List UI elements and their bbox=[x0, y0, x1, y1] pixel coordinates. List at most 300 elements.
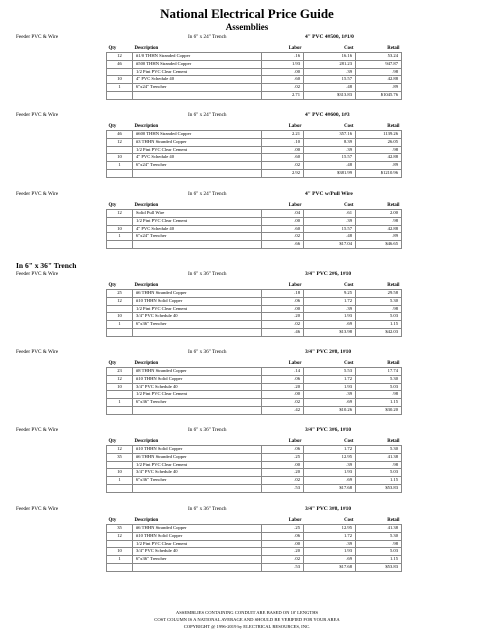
cell-labor: .60 bbox=[262, 76, 304, 84]
cell-description: 3/4" PVC Schedule 40 bbox=[133, 313, 262, 321]
cell-cost: .48 bbox=[304, 162, 356, 170]
col-qty: Qty bbox=[108, 282, 117, 288]
cell-cost: .61 bbox=[304, 210, 356, 218]
cell-description: #600 THHN Stranded Copper bbox=[133, 131, 262, 139]
trench-size: In 6" x 36" Trench bbox=[188, 349, 227, 355]
col-retail: Retail bbox=[387, 123, 400, 129]
cell-labor: .16 bbox=[262, 53, 304, 61]
cell-qty: 1 bbox=[107, 233, 133, 241]
col-cost: Cost bbox=[344, 517, 354, 523]
col-labor: Labor bbox=[288, 517, 302, 523]
cell-qty: 10 bbox=[107, 225, 133, 233]
total-cell-retail: $30.20 bbox=[356, 406, 402, 414]
cell-description: #1/0 THHN Stranded Copper bbox=[133, 53, 262, 61]
table-total-row bbox=[107, 406, 402, 414]
cell-cost: 5.53 bbox=[304, 368, 356, 376]
cell-description: Solid Pull Wire bbox=[133, 210, 262, 218]
assembly-header bbox=[16, 190, 478, 199]
total-cell-retail: $46.65 bbox=[356, 241, 402, 249]
assembly-header bbox=[16, 348, 478, 357]
cell-cost: 1.93 bbox=[304, 313, 356, 321]
cell-description: 3/4" PVC Schedule 40 bbox=[133, 469, 262, 477]
cell-labor: .00 bbox=[262, 461, 304, 469]
table-header-row bbox=[107, 437, 402, 446]
cell-qty bbox=[107, 68, 133, 76]
table-row bbox=[107, 53, 402, 61]
cell-description: 6"x24" Trencher bbox=[133, 84, 262, 92]
cell-cost: .69 bbox=[304, 321, 356, 329]
cell-cost: 8.39 bbox=[304, 138, 356, 146]
col-qty: Qty bbox=[108, 360, 117, 366]
assembly-block bbox=[16, 270, 478, 334]
cell-qty: 12 bbox=[107, 297, 133, 305]
cell-retail: 1.15 bbox=[356, 477, 402, 485]
col-qty: Qty bbox=[108, 517, 117, 523]
table-row bbox=[107, 399, 402, 407]
cell-description: 6"x36" Trencher bbox=[133, 556, 262, 564]
cell-description: 6"x24" Trencher bbox=[133, 162, 262, 170]
cell-qty bbox=[107, 217, 133, 225]
total-cell-labor: .46 bbox=[262, 328, 304, 336]
table-row bbox=[107, 446, 402, 454]
cell-retail: 41.38 bbox=[356, 525, 402, 533]
col-description: Description bbox=[134, 517, 159, 523]
cell-qty: 1 bbox=[107, 162, 133, 170]
total-cell-cost: $10.26 bbox=[304, 406, 356, 414]
assembly-block bbox=[16, 348, 478, 412]
cell-labor: .04 bbox=[262, 210, 304, 218]
cell-description: #3 THHN Stranded Copper bbox=[133, 138, 262, 146]
table-total-row bbox=[107, 484, 402, 492]
cell-cost: 1.72 bbox=[304, 532, 356, 540]
footer-line: COPYRIGHT @ 1996-2019 by ELECTRICAL RESOURCES, INC. bbox=[183, 624, 311, 629]
cell-retail: 42.88 bbox=[356, 154, 402, 162]
cell-description: 1/2 Pint PVC Clear Cement bbox=[133, 146, 262, 154]
assembly-header bbox=[16, 505, 478, 514]
col-retail: Retail bbox=[387, 202, 400, 208]
assembly-header bbox=[16, 426, 478, 435]
cell-labor: .02 bbox=[262, 399, 304, 407]
table-row bbox=[107, 297, 402, 305]
col-cost: Cost bbox=[344, 438, 354, 444]
table-row bbox=[107, 217, 402, 225]
footer-line: ASSEMBLIES CONTAINING CONDUIT ARE BASED ON 10' LENGTHS bbox=[175, 610, 319, 615]
total-cell-qty bbox=[107, 91, 133, 99]
section-heading-36in-trench: In 6" x 36" Trench bbox=[16, 261, 77, 270]
cell-labor: .02 bbox=[262, 321, 304, 329]
assembly-block bbox=[16, 426, 478, 490]
assembly-code: 3/4" PVC 3#6, 1#10 bbox=[305, 427, 352, 433]
cell-labor: .06 bbox=[262, 532, 304, 540]
table-row bbox=[107, 154, 402, 162]
cell-description: 6"x36" Trencher bbox=[133, 399, 262, 407]
table-row bbox=[107, 60, 402, 68]
assembly-table bbox=[106, 201, 402, 249]
assembly-code: 4" PVC w/Pull Wire bbox=[305, 191, 353, 197]
cell-retail: 5.30 bbox=[356, 446, 402, 454]
cell-description: 6"x36" Trencher bbox=[133, 477, 262, 485]
col-cost: Cost bbox=[344, 45, 354, 51]
table-row bbox=[107, 453, 402, 461]
cell-labor: .06 bbox=[262, 375, 304, 383]
total-cell-retail: $42.03 bbox=[356, 328, 402, 336]
col-description: Description bbox=[134, 123, 159, 129]
total-cell-description bbox=[133, 169, 262, 177]
cell-retail: 5.03 bbox=[356, 469, 402, 477]
table-row bbox=[107, 556, 402, 564]
cell-cost: .39 bbox=[304, 68, 356, 76]
cell-description: #6 THHN Stranded Copper bbox=[133, 525, 262, 533]
cell-description: 1/2 Pint PVC Clear Cement bbox=[133, 540, 262, 548]
cell-description: 3/4" PVC Schedule 40 bbox=[133, 548, 262, 556]
cell-description: 1/2 Pint PVC Clear Cement bbox=[133, 461, 262, 469]
cell-retail: 5.30 bbox=[356, 297, 402, 305]
table-total-row bbox=[107, 169, 402, 177]
cell-retail: 1139.26 bbox=[356, 131, 402, 139]
table-row bbox=[107, 162, 402, 170]
cell-cost: 281.23 bbox=[304, 60, 356, 68]
cell-labor: .20 bbox=[262, 469, 304, 477]
trench-size: In 6" x 24" Trench bbox=[188, 191, 227, 197]
assembly-code: 4" PVC 4#500, 1#1/0 bbox=[305, 34, 354, 40]
table-header-row bbox=[107, 281, 402, 290]
page-subtitle: Assemblies bbox=[225, 22, 269, 32]
cell-labor: .10 bbox=[262, 138, 304, 146]
assembly-header bbox=[16, 33, 478, 42]
assembly-type: Feeder PVC & Wire bbox=[16, 271, 59, 277]
cell-retail: 5.03 bbox=[356, 548, 402, 556]
total-cell-qty bbox=[107, 563, 133, 571]
cell-cost: 12.95 bbox=[304, 525, 356, 533]
table-row bbox=[107, 469, 402, 477]
total-cell-cost: $17.68 bbox=[304, 484, 356, 492]
table-row bbox=[107, 383, 402, 391]
cell-labor: .20 bbox=[262, 383, 304, 391]
assembly-block bbox=[16, 111, 478, 175]
cell-qty bbox=[107, 391, 133, 399]
col-description: Description bbox=[134, 360, 159, 366]
col-labor: Labor bbox=[288, 202, 302, 208]
total-cell-retail: $53.83 bbox=[356, 563, 402, 571]
cell-qty: 1 bbox=[107, 399, 133, 407]
cell-description: 1/2 Pint PVC Clear Cement bbox=[133, 305, 262, 313]
cell-labor: .20 bbox=[262, 548, 304, 556]
cell-retail: 2.00 bbox=[356, 210, 402, 218]
cell-labor: .60 bbox=[262, 154, 304, 162]
cell-labor: .00 bbox=[262, 305, 304, 313]
assembly-table bbox=[106, 122, 402, 178]
col-cost: Cost bbox=[344, 360, 354, 366]
table-row bbox=[107, 76, 402, 84]
table-row bbox=[107, 532, 402, 540]
cell-labor: .60 bbox=[262, 225, 304, 233]
col-qty: Qty bbox=[108, 123, 117, 129]
table-header-row bbox=[107, 201, 402, 210]
assembly-code: 4" PVC 4#600, 1#3 bbox=[305, 112, 350, 118]
table-total-row bbox=[107, 563, 402, 571]
cell-retail: 17.74 bbox=[356, 368, 402, 376]
cell-retail: 41.38 bbox=[356, 453, 402, 461]
assembly-type: Feeder PVC & Wire bbox=[16, 506, 59, 512]
total-cell-qty bbox=[107, 241, 133, 249]
table-row bbox=[107, 131, 402, 139]
col-retail: Retail bbox=[387, 360, 400, 366]
cell-description: #10 THHN Solid Copper bbox=[133, 446, 262, 454]
cell-retail: .89 bbox=[356, 162, 402, 170]
cell-labor: .25 bbox=[262, 525, 304, 533]
cell-qty: 23 bbox=[107, 368, 133, 376]
col-description: Description bbox=[134, 202, 159, 208]
cell-cost: .48 bbox=[304, 233, 356, 241]
col-description: Description bbox=[134, 282, 159, 288]
assembly-block bbox=[16, 190, 478, 247]
cell-cost: 357.16 bbox=[304, 131, 356, 139]
cell-description: 6"x36" Trencher bbox=[133, 321, 262, 329]
trench-size: In 6" x 36" Trench bbox=[188, 271, 227, 277]
cell-retail: 947.87 bbox=[356, 60, 402, 68]
cell-labor: 2.21 bbox=[262, 131, 304, 139]
trench-size: In 6" x 24" Trench bbox=[188, 112, 227, 118]
cell-description: #10 THHN Solid Copper bbox=[133, 375, 262, 383]
cell-description: 3/4" PVC Schedule 40 bbox=[133, 383, 262, 391]
col-retail: Retail bbox=[387, 438, 400, 444]
cell-qty: 12 bbox=[107, 53, 133, 61]
cell-cost: 15.57 bbox=[304, 225, 356, 233]
cell-retail: 1.15 bbox=[356, 556, 402, 564]
assembly-code: 3/4" PVC 2#6, 1#10 bbox=[305, 271, 352, 277]
table-total-row bbox=[107, 328, 402, 336]
table-row bbox=[107, 138, 402, 146]
col-description: Description bbox=[134, 45, 159, 51]
cell-qty: 1 bbox=[107, 556, 133, 564]
cell-retail: 5.03 bbox=[356, 313, 402, 321]
col-labor: Labor bbox=[288, 282, 302, 288]
cell-qty bbox=[107, 461, 133, 469]
cell-cost: .39 bbox=[304, 305, 356, 313]
cell-retail: .89 bbox=[356, 233, 402, 241]
total-cell-description bbox=[133, 406, 262, 414]
cell-retail: .98 bbox=[356, 217, 402, 225]
cell-qty: 12 bbox=[107, 446, 133, 454]
cell-qty: 12 bbox=[107, 375, 133, 383]
cell-cost: .39 bbox=[304, 391, 356, 399]
cell-cost: 15.57 bbox=[304, 154, 356, 162]
cell-cost: 1.93 bbox=[304, 548, 356, 556]
cell-qty bbox=[107, 540, 133, 548]
assembly-block bbox=[16, 33, 478, 97]
assembly-code: 3/4" PVC 2#8, 1#10 bbox=[305, 349, 352, 355]
table-header-row bbox=[107, 44, 402, 53]
total-cell-cost: $17.68 bbox=[304, 563, 356, 571]
total-cell-description bbox=[133, 241, 262, 249]
table-row bbox=[107, 146, 402, 154]
table-row bbox=[107, 84, 402, 92]
cell-qty bbox=[107, 305, 133, 313]
cell-description: #10 THHN Solid Copper bbox=[133, 297, 262, 305]
col-cost: Cost bbox=[344, 123, 354, 129]
cell-description: 1/2 Pint PVC Clear Cement bbox=[133, 217, 262, 225]
col-retail: Retail bbox=[387, 282, 400, 288]
table-row bbox=[107, 548, 402, 556]
assembly-header bbox=[16, 270, 478, 279]
table-row bbox=[107, 391, 402, 399]
total-cell-description bbox=[133, 563, 262, 571]
cell-cost: 1.72 bbox=[304, 446, 356, 454]
cell-cost: .48 bbox=[304, 84, 356, 92]
cell-qty: 1 bbox=[107, 477, 133, 485]
cell-description: #6 THHN Stranded Copper bbox=[133, 453, 262, 461]
cell-labor: .02 bbox=[262, 477, 304, 485]
total-cell-labor: .53 bbox=[262, 484, 304, 492]
col-retail: Retail bbox=[387, 45, 400, 51]
assembly-table bbox=[106, 516, 402, 572]
cell-retail: .98 bbox=[356, 461, 402, 469]
cell-description: 1/2 Pint PVC Clear Cement bbox=[133, 68, 262, 76]
cell-retail: .89 bbox=[356, 84, 402, 92]
cell-cost: 1.93 bbox=[304, 469, 356, 477]
table-total-row bbox=[107, 241, 402, 249]
total-cell-qty bbox=[107, 328, 133, 336]
cell-qty: 25 bbox=[107, 290, 133, 298]
cell-qty: 1 bbox=[107, 84, 133, 92]
cell-qty: 10 bbox=[107, 313, 133, 321]
total-cell-retail: $1045.76 bbox=[356, 91, 402, 99]
cell-description: #8 THHN Stranded Copper bbox=[133, 368, 262, 376]
cell-retail: 42.88 bbox=[356, 225, 402, 233]
cell-qty: 35 bbox=[107, 453, 133, 461]
col-retail: Retail bbox=[387, 517, 400, 523]
cell-description: 4" PVC Schedule 40 bbox=[133, 225, 262, 233]
assembly-block bbox=[16, 505, 478, 569]
assembly-table bbox=[106, 359, 402, 415]
cell-cost: 12.95 bbox=[304, 453, 356, 461]
assembly-type: Feeder PVC & Wire bbox=[16, 427, 59, 433]
table-row bbox=[107, 525, 402, 533]
cell-description: #500 THHN Stranded Copper bbox=[133, 60, 262, 68]
cell-cost: .69 bbox=[304, 556, 356, 564]
assembly-header bbox=[16, 111, 478, 120]
cell-labor: .00 bbox=[262, 68, 304, 76]
trench-size: In 6" x 36" Trench bbox=[188, 506, 227, 512]
col-cost: Cost bbox=[344, 202, 354, 208]
assembly-type: Feeder PVC & Wire bbox=[16, 191, 59, 197]
cell-qty: 12 bbox=[107, 138, 133, 146]
table-row bbox=[107, 68, 402, 76]
col-qty: Qty bbox=[108, 202, 117, 208]
total-cell-description bbox=[133, 328, 262, 336]
table-header-row bbox=[107, 359, 402, 368]
table-header-row bbox=[107, 516, 402, 525]
cell-qty: 12 bbox=[107, 532, 133, 540]
cell-description: #10 THHN Solid Copper bbox=[133, 532, 262, 540]
cell-retail: 1.15 bbox=[356, 399, 402, 407]
total-cell-retail: $53.83 bbox=[356, 484, 402, 492]
cell-description: 4" PVC Schedule 40 bbox=[133, 76, 262, 84]
cell-qty: 10 bbox=[107, 469, 133, 477]
cell-labor: 1.93 bbox=[262, 60, 304, 68]
cell-retail: .98 bbox=[356, 391, 402, 399]
cell-labor: .14 bbox=[262, 368, 304, 376]
cell-cost: 1.72 bbox=[304, 297, 356, 305]
cell-retail: 1.15 bbox=[356, 321, 402, 329]
cell-qty: 10 bbox=[107, 548, 133, 556]
assembly-type: Feeder PVC & Wire bbox=[16, 349, 59, 355]
cell-description: 1/2 Pint PVC Clear Cement bbox=[133, 391, 262, 399]
cell-qty: 10 bbox=[107, 383, 133, 391]
total-cell-qty bbox=[107, 484, 133, 492]
cell-qty: 46 bbox=[107, 60, 133, 68]
cell-qty: 10 bbox=[107, 154, 133, 162]
assembly-table bbox=[106, 281, 402, 337]
trench-size: In 6" x 36" Trench bbox=[188, 427, 227, 433]
cell-retail: 5.03 bbox=[356, 383, 402, 391]
col-cost: Cost bbox=[344, 282, 354, 288]
total-cell-cost: $381.99 bbox=[304, 169, 356, 177]
cell-labor: .02 bbox=[262, 162, 304, 170]
table-row bbox=[107, 233, 402, 241]
cell-retail: 5.30 bbox=[356, 532, 402, 540]
cell-retail: 53.24 bbox=[356, 53, 402, 61]
cell-cost: 15.57 bbox=[304, 76, 356, 84]
table-row bbox=[107, 375, 402, 383]
assembly-type: Feeder PVC & Wire bbox=[16, 112, 59, 118]
col-labor: Labor bbox=[288, 123, 302, 129]
cell-retail: .98 bbox=[356, 305, 402, 313]
table-row bbox=[107, 321, 402, 329]
total-cell-labor: 2.92 bbox=[262, 169, 304, 177]
cell-labor: .06 bbox=[262, 446, 304, 454]
table-row bbox=[107, 290, 402, 298]
table-row bbox=[107, 368, 402, 376]
cell-labor: .00 bbox=[262, 146, 304, 154]
col-labor: Labor bbox=[288, 360, 302, 366]
cell-cost: 9.25 bbox=[304, 290, 356, 298]
total-cell-labor: .66 bbox=[262, 241, 304, 249]
table-row bbox=[107, 477, 402, 485]
table-row bbox=[107, 540, 402, 548]
cell-qty: 35 bbox=[107, 525, 133, 533]
col-qty: Qty bbox=[108, 45, 117, 51]
cell-cost: .39 bbox=[304, 146, 356, 154]
cell-retail: .98 bbox=[356, 540, 402, 548]
cell-qty: 46 bbox=[107, 131, 133, 139]
cell-cost: .69 bbox=[304, 399, 356, 407]
page-title: National Electrical Price Guide bbox=[160, 6, 334, 21]
col-description: Description bbox=[134, 438, 159, 444]
cell-retail: .98 bbox=[356, 68, 402, 76]
total-cell-description bbox=[133, 91, 262, 99]
total-cell-qty bbox=[107, 169, 133, 177]
cell-description: 6"x24" Trencher bbox=[133, 233, 262, 241]
cell-retail: 42.88 bbox=[356, 76, 402, 84]
cell-labor: .25 bbox=[262, 453, 304, 461]
cell-labor: .00 bbox=[262, 391, 304, 399]
cell-qty: 12 bbox=[107, 210, 133, 218]
cell-retail: 26.05 bbox=[356, 138, 402, 146]
col-labor: Labor bbox=[288, 45, 302, 51]
cell-description: #6 THHN Stranded Copper bbox=[133, 290, 262, 298]
total-cell-qty bbox=[107, 406, 133, 414]
cell-labor: .06 bbox=[262, 297, 304, 305]
total-cell-labor: .53 bbox=[262, 563, 304, 571]
table-row bbox=[107, 313, 402, 321]
cell-labor: .00 bbox=[262, 540, 304, 548]
table-row bbox=[107, 210, 402, 218]
assembly-type: Feeder PVC & Wire bbox=[16, 34, 59, 40]
cell-retail: 5.30 bbox=[356, 375, 402, 383]
cell-cost: 1.93 bbox=[304, 383, 356, 391]
cell-qty bbox=[107, 146, 133, 154]
